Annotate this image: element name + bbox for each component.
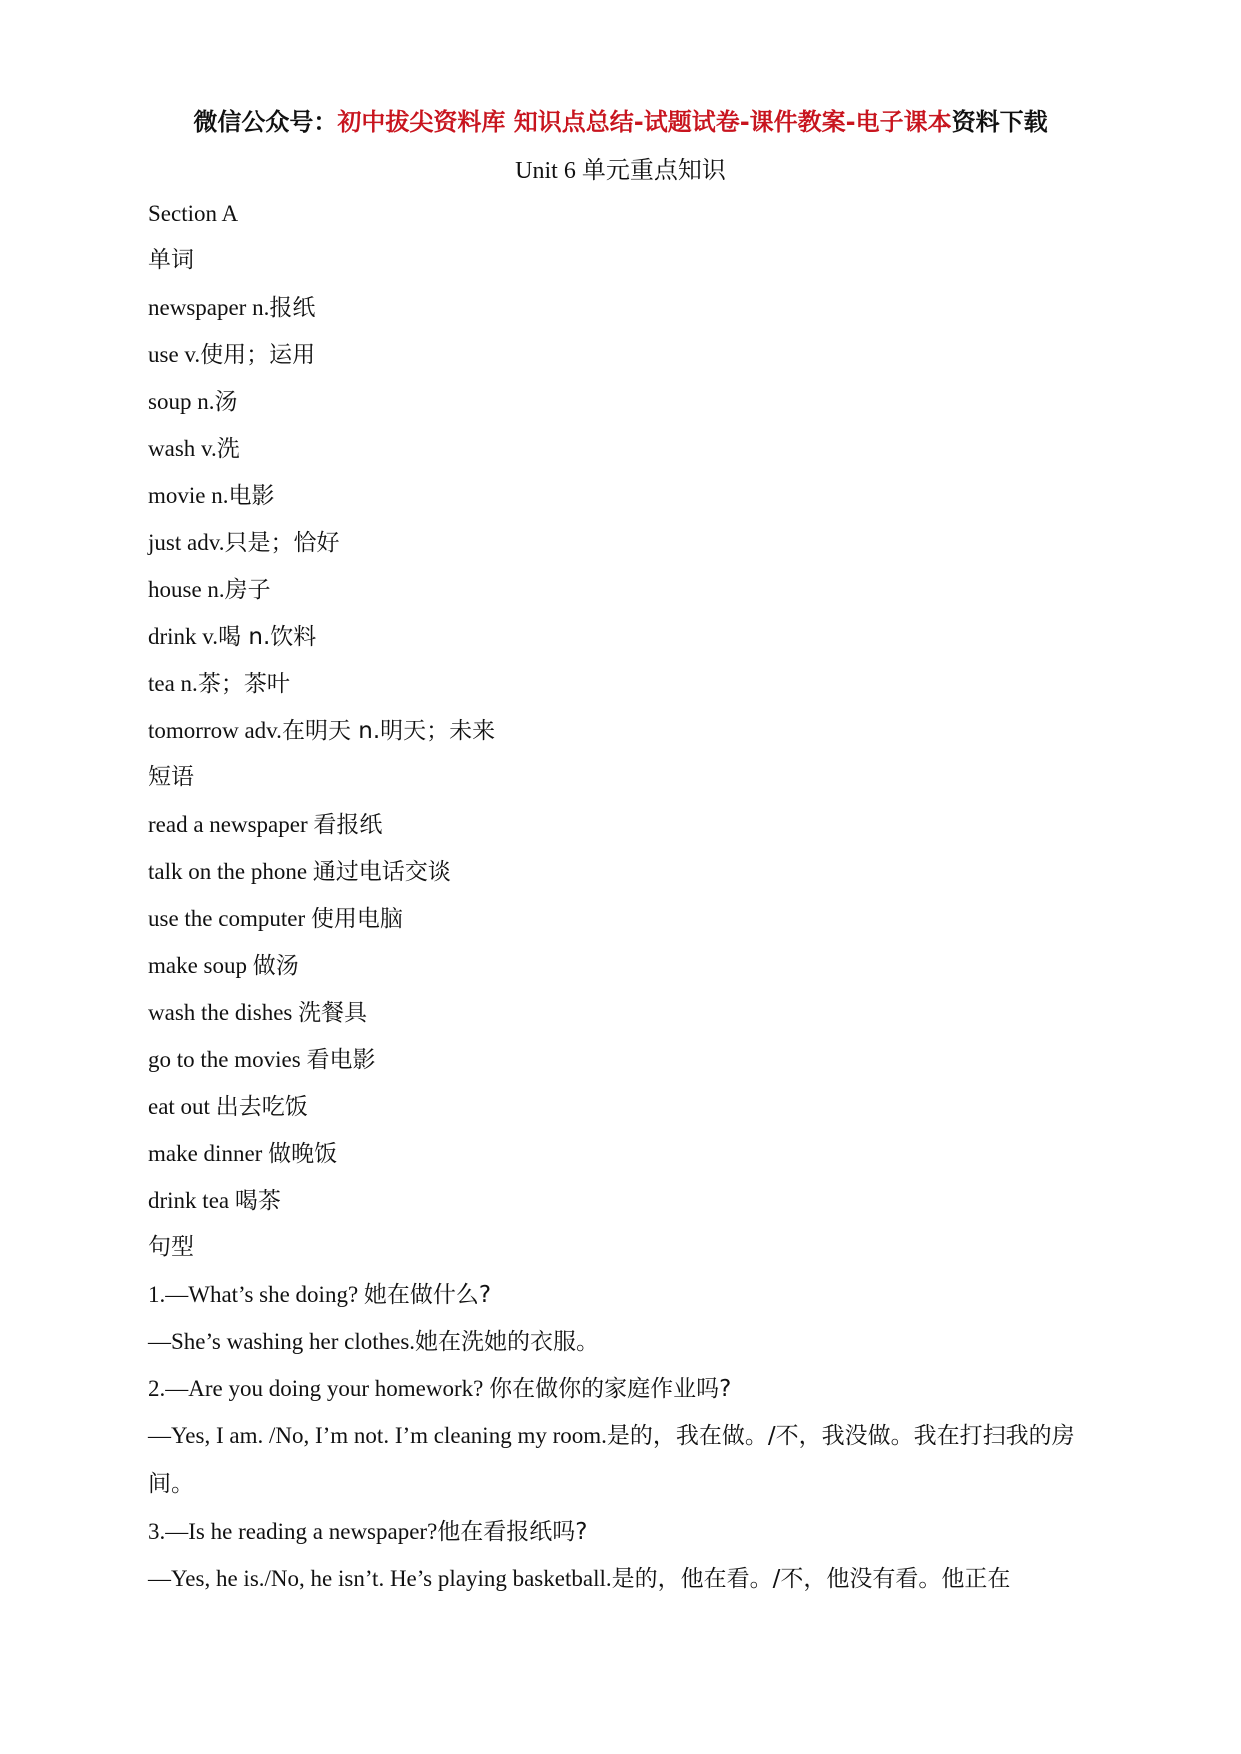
vocab-zh: 电影 bbox=[228, 483, 275, 509]
sentence-item bbox=[148, 1271, 1103, 1318]
phrase-en: read a newspaper bbox=[148, 812, 314, 837]
sentence-list bbox=[148, 1271, 1103, 1602]
vocab-zh: 茶；茶叶 bbox=[197, 671, 290, 697]
sentence-item bbox=[148, 1555, 1103, 1602]
vocab-en: wash v. bbox=[148, 436, 217, 461]
vocab-zh: 使用；运用 bbox=[200, 342, 316, 368]
phrase-en: eat out bbox=[148, 1094, 216, 1119]
vocab-zh: 报纸 bbox=[269, 295, 316, 321]
sentence-en: —Yes, I am. /No, I’m not. I’m cleaning my room. bbox=[148, 1423, 607, 1448]
sentence-en: 1.—What’s she doing? bbox=[148, 1282, 364, 1307]
phrase-zh: 通过电话交谈 bbox=[312, 859, 451, 885]
phrase-item bbox=[148, 989, 1103, 1036]
vocab-en: drink v. bbox=[148, 624, 219, 649]
phrase-item bbox=[148, 1177, 1103, 1224]
header-red-text: 初中拔尖资料库 知识点总结-试题试卷-课件教案-电子课本 bbox=[337, 108, 952, 136]
sentence-en: 3.—Is he reading a newspaper? bbox=[148, 1519, 438, 1544]
vocab-item bbox=[148, 425, 1103, 472]
sentence-heading: 句型 bbox=[148, 1234, 194, 1260]
phrase-item bbox=[148, 1083, 1103, 1130]
sentence-zh: 他在看报纸吗? bbox=[437, 1519, 588, 1545]
vocab-item bbox=[148, 472, 1103, 519]
vocab-item bbox=[148, 378, 1103, 425]
vocab-zh: 洗 bbox=[216, 436, 240, 462]
phrase-item bbox=[148, 942, 1103, 989]
vocab-list bbox=[148, 284, 1103, 754]
vocab-en: tea n. bbox=[148, 671, 198, 696]
vocab-heading: 单词 bbox=[148, 247, 194, 273]
vocab-item bbox=[148, 660, 1103, 707]
vocab-item bbox=[148, 331, 1103, 378]
phrase-item bbox=[148, 895, 1103, 942]
sentence-zh: 她在做什么? bbox=[363, 1282, 492, 1308]
phrase-list bbox=[148, 801, 1103, 1224]
vocab-en: movie n. bbox=[148, 483, 229, 508]
phrase-heading: 短语 bbox=[148, 764, 194, 790]
sentence-item bbox=[148, 1365, 1103, 1412]
vocab-zh: 在明天 n.明天；未来 bbox=[281, 718, 496, 744]
section-label: Section A bbox=[148, 201, 239, 226]
sentence-zh: 是的，我在做。/不，我没做。我在打扫我的房间。 bbox=[148, 1423, 1075, 1497]
vocab-item bbox=[148, 284, 1103, 331]
vocab-en: house n. bbox=[148, 577, 225, 602]
phrase-zh: 出去吃饭 bbox=[215, 1094, 308, 1120]
vocab-zh: 只是；恰好 bbox=[224, 530, 340, 556]
sentence-en: —She’s washing her clothes. bbox=[148, 1329, 416, 1354]
vocab-en: tomorrow adv. bbox=[148, 718, 282, 743]
vocab-zh: 汤 bbox=[214, 389, 238, 415]
phrase-en: go to the movies bbox=[148, 1047, 307, 1072]
sentence-item bbox=[148, 1508, 1103, 1555]
vocab-zh: 房子 bbox=[224, 577, 271, 603]
sentence-item bbox=[148, 1318, 1103, 1365]
vocab-en: just adv. bbox=[148, 530, 225, 555]
vocab-item bbox=[148, 566, 1103, 613]
vocab-zh: 喝 n.饮料 bbox=[218, 624, 317, 650]
sentence-zh: 是的，他在看。/不，他没有看。他正在 bbox=[611, 1566, 1011, 1592]
sentence-en: —Yes, he is./No, he isn’t. He’s playing basketball. bbox=[148, 1566, 612, 1591]
vocab-en: soup n. bbox=[148, 389, 215, 414]
phrase-zh: 洗餐具 bbox=[298, 1000, 368, 1026]
sentence-en: 2.—Are you doing your homework? bbox=[148, 1376, 490, 1401]
vocab-item bbox=[148, 613, 1103, 660]
phrase-en: wash the dishes bbox=[148, 1000, 299, 1025]
phrase-en: make dinner bbox=[148, 1141, 269, 1166]
phrase-zh: 喝茶 bbox=[234, 1188, 281, 1214]
phrase-en: drink tea bbox=[148, 1188, 235, 1213]
page-header bbox=[0, 102, 1241, 137]
page-title: Unit 6 单元重点知识 bbox=[515, 158, 726, 184]
header-prefix: 微信公众号： bbox=[193, 108, 338, 136]
sentence-zh: 你在做你的家庭作业吗? bbox=[489, 1376, 732, 1402]
vocab-item bbox=[148, 707, 1103, 754]
phrase-en: use the computer bbox=[148, 906, 311, 931]
phrase-en: make soup bbox=[148, 953, 253, 978]
vocab-en: newspaper n. bbox=[148, 295, 270, 320]
vocab-item bbox=[148, 519, 1103, 566]
document-body bbox=[148, 190, 1103, 1602]
phrase-item bbox=[148, 801, 1103, 848]
phrase-zh: 使用电脑 bbox=[310, 906, 403, 932]
vocab-en: use v. bbox=[148, 342, 201, 367]
phrase-item bbox=[148, 848, 1103, 895]
phrase-en: talk on the phone bbox=[148, 859, 313, 884]
phrase-zh: 做晚饭 bbox=[268, 1141, 338, 1167]
phrase-zh: 看报纸 bbox=[313, 812, 383, 838]
sentence-item bbox=[148, 1412, 1103, 1508]
sentence-zh: 她在洗她的衣服。 bbox=[415, 1329, 600, 1355]
phrase-zh: 看电影 bbox=[306, 1047, 376, 1073]
phrase-item bbox=[148, 1036, 1103, 1083]
phrase-zh: 做汤 bbox=[252, 953, 299, 979]
header-suffix: 资料下载 bbox=[951, 108, 1048, 136]
phrase-item bbox=[148, 1130, 1103, 1177]
